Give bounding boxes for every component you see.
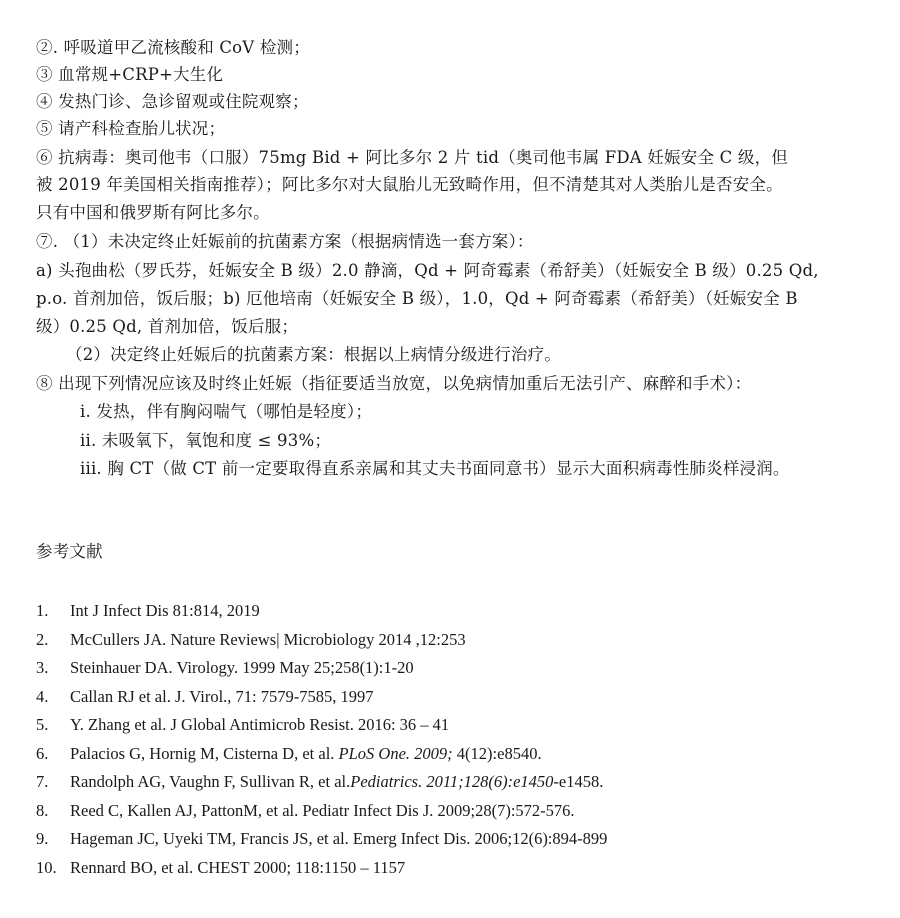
references-heading: 参考文献 (36, 542, 103, 561)
reference-journal-italic: Pediatrics. 2011;128(6):e1450 (350, 772, 554, 791)
text-line: （2）决定终止妊娠后的抗菌素方案：根据以上病情分级进行治疗。 (66, 345, 561, 364)
text-line: p.o. 首剂加倍，饭后服；b) 厄他培南（妊娠安全 B 级），1.0，Qd + 阿奇霉素（希舒美）（妊娠安全 B (36, 289, 798, 308)
reference-text: Int J Infect Dis 81:814, 2019 (70, 601, 260, 620)
text-line: ⑥ 抗病毒：奥司他韦（口服）75mg Bid + 阿比多尔 2 片 tid（奥司他韦属 FDA 妊娠安全 C 级，但 (36, 148, 788, 167)
reference-journal-italic: PLoS One. 2009; (338, 743, 453, 763)
reference-number: 2. (36, 629, 49, 649)
reference-item (36, 828, 607, 850)
reference-item (36, 743, 542, 765)
text-line: ⑤ 请产科检查胎儿状况； (36, 119, 226, 138)
reference-number: 5. (36, 715, 49, 734)
reference-text-tail: 4(12):e8540. (452, 743, 542, 763)
reference-number: 8. (36, 800, 49, 820)
reference-text: Reed C, Kallen AJ, PattonM, et al. Pediatr Infect Dis J. 2009;28(7):572-576. (70, 800, 575, 820)
text-line: ii. 未吸氧下，氧饱和度 ≤ 93%； (80, 431, 332, 450)
reference-item (36, 686, 373, 708)
reference-text: Hageman JC, Uyeki TM, Francis JS, et al. Emerg Infect Dis. 2006;12(6):894-899 (70, 829, 608, 848)
reference-text: Steinhauer DA. Virology. 1999 May 25;258(1):1-20 (70, 658, 414, 677)
reference-text: McCullers JA. Nature Reviews| Microbiology 2014 ,12:253 (70, 629, 466, 649)
text-line: ④ 发热门诊、急诊留观或住院观察； (36, 92, 309, 111)
text-line: 只有中国和俄罗斯有阿比多尔。 (36, 203, 270, 222)
reference-item (36, 857, 405, 879)
reference-text-tail: -e1458. (553, 772, 604, 791)
reference-item (36, 771, 603, 793)
reference-number: 6. (36, 743, 49, 763)
text-line: ⑦. （1）未决定终止妊娠前的抗菌素方案（根据病情选一套方案）： (36, 232, 534, 251)
reference-item (36, 800, 575, 822)
reference-number: 7. (36, 772, 49, 791)
text-line: a) 头孢曲松（罗氏芬，妊娠安全 B 级）2.0 静滴，Qd + 阿奇霉素（希舒美）（妊娠安全 B 级）0.25 Qd, (36, 261, 819, 280)
text-line: ⑧ 出现下列情况应该及时终止妊娠（指征要适当放宽，以免病情加重后无法引产、麻醉和手术）： (36, 374, 752, 393)
reference-text: Palacios G, Hornig M, Cisterna D, et al. (70, 743, 339, 763)
reference-item (36, 714, 449, 736)
reference-number: 10. (36, 857, 57, 877)
text-line: ③ 血常规+CRP+大生化 (36, 65, 224, 84)
reference-number: 1. (36, 601, 49, 620)
text-line: 级）0.25 Qd, 首剂加倍，饭后服； (36, 317, 299, 336)
reference-number: 4. (36, 686, 49, 706)
reference-item (36, 657, 414, 679)
reference-item (36, 629, 466, 651)
text-line: 被 2019 年美国相关指南推荐）；阿比多尔对大鼠胎儿无致畸作用，但不清楚其对人类胎儿是否安全。 (36, 175, 783, 194)
text-line: i. 发热，伴有胸闷喘气（哪怕是轻度）； (80, 402, 373, 421)
text-line: iii. 胸 CT（做 CT 前一定要取得直系亲属和其丈夫书面同意书）显示大面积病毒性肺炎样浸润。 (80, 459, 790, 478)
text-line: ②. 呼吸道甲乙流核酸和 CoV 检测； (36, 38, 310, 57)
reference-text: Y. Zhang et al. J Global Antimicrob Resist. 2016: 36 – 41 (70, 715, 450, 734)
reference-text: Rennard BO, et al. CHEST 2000; 118:1150 – 1157 (70, 857, 406, 877)
reference-text: Callan RJ et al. J. Virol., 71: 7579-7585, 1997 (70, 686, 374, 706)
reference-item (36, 600, 260, 622)
reference-number: 3. (36, 658, 49, 677)
reference-text: Randolph AG, Vaughn F, Sullivan R, et al. (70, 772, 351, 791)
reference-number: 9. (36, 829, 49, 848)
